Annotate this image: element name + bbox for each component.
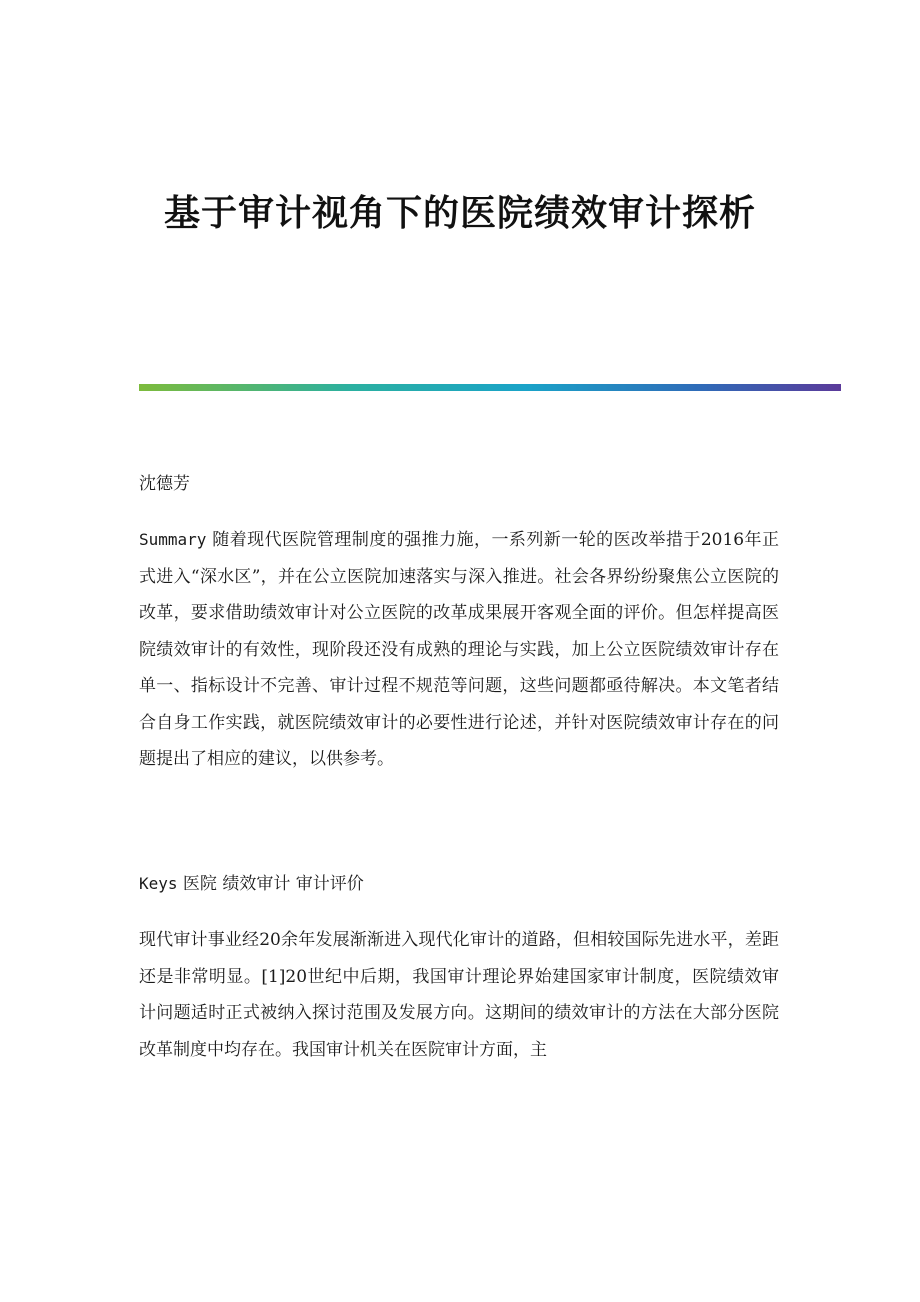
summary-paragraph	[139, 522, 779, 778]
page-title: 基于审计视角下的医院绩效审计探析	[163, 193, 756, 234]
keys-text: 医院 绩效审计 审计评价	[177, 874, 364, 894]
keys-label: Keys	[139, 874, 178, 893]
summary-label: Summary	[139, 530, 207, 549]
body-paragraph: 现代审计事业经20余年发展渐渐进入现代化审计的道路，但相较国际先进水平，差距还是非常明显。[1]20世纪中后期，我国审计理论界始建国家审计制度，医院绩效审计问题适时正式被纳入探讨范围及发展方向。这期间的绩效审计的方法在大部分医院改革制度中均存在。我国审计机关在医院审计方面，主	[139, 930, 779, 1060]
keywords-line	[139, 866, 779, 903]
title-divider	[139, 384, 841, 391]
summary-text: 随着现代医院管理制度的强推力施，一系列新一轮的医改举措于2016年正式进入“深水区”，并在公立医院加速落实与深入推进。社会各界纷纷聚焦公立医院的改革，要求借助绩效审计对公立医院的改革成果展开客观全面的评价。但怎样提高医院绩效审计的有效性，现阶段还没有成熟的理论与实践，加上公立医院绩效审计存在单一、指标设计不完善、审计过程不规范等问题，这些问题都亟待解决。本文笔者结合自身工作实践，就医院绩效审计的必要性进行论述，并针对医院绩效审计存在的问题提出了相应的建议，以供参考。	[139, 530, 779, 769]
author-name: 沈德芳	[139, 474, 190, 494]
